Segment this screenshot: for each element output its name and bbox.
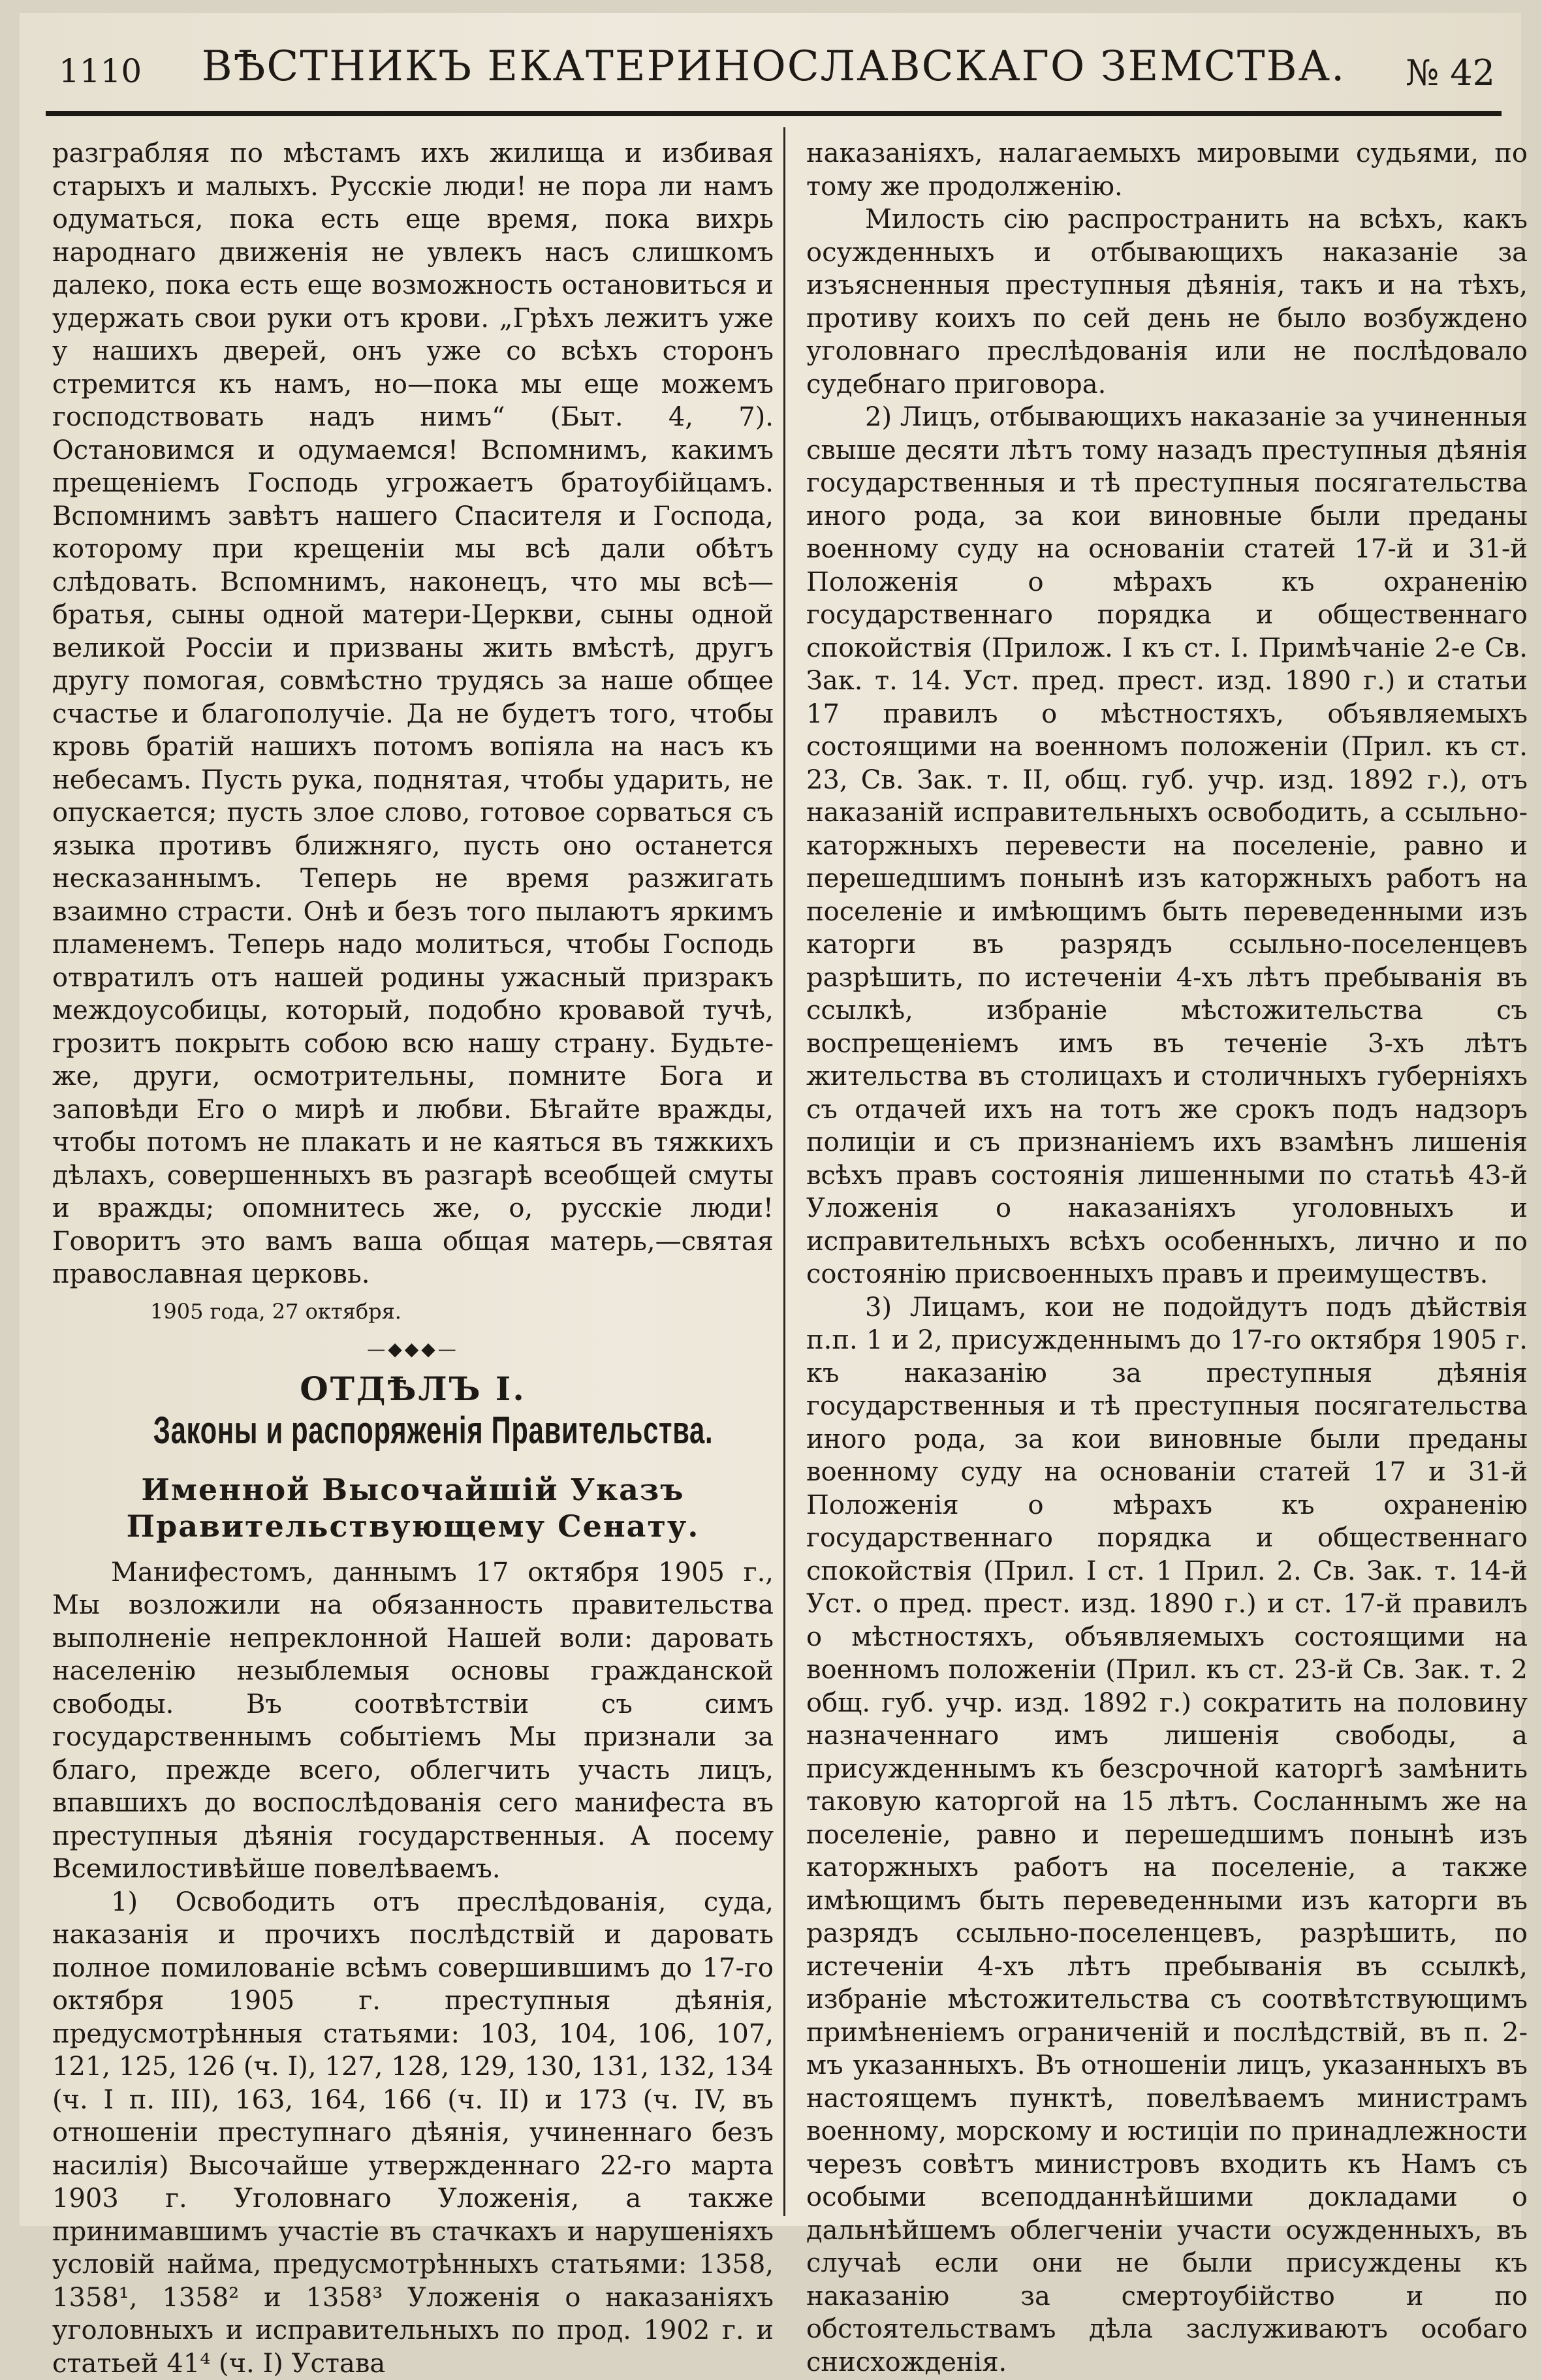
appeal-date: 1905 года, 27 октября.	[150, 1295, 774, 1328]
page-number: 1110	[59, 52, 142, 90]
issue-number: № 42	[1406, 52, 1495, 93]
decree-point-3: 3) Лицамъ, кои не подойдутъ подъ дѣйствія п.п. 1 и 2, присужденнымъ до 17-го октября 1905 г. къ наказанію за преступныя дѣянія государственныя и тѣ преступныя посягательства иного рода, за кои виновные были преданы военному суду на основаніи статей 17 и 31-й Положенія о мѣрахъ къ охраненію государственнаго порядка и общественнаго спокойствія (Прил. I ст. 1 Прил. 2. Св. Зак. т. 14-й Уст. о пред. прест. изд. 1890 г.) и ст. 17-й правилъ о мѣстностяхъ, объявляемыхъ состоящими на военномъ положеніи (Прил. къ ст. 23-й Св. Зак. т. 2 общ. губ. учр. изд. 1892 г.) сократить на половину назначеннаго имъ лишенія свободы, а присужденнымъ къ безсрочной каторгѣ замѣнить таковую каторгой на 15 лѣтъ. Сосланнымъ же на поселеніе, равно и перешедшимъ понынѣ изъ каторжныхъ работъ на поселеніе, а также имѣющимъ быть переведенными изъ каторги въ разрядъ ссыльно-поселенцевъ, разрѣшить, по истеченіи 4-хъ лѣтъ пребыванія въ ссылкѣ, избраніе мѣстожительства съ соотвѣтствующимъ примѣненіемъ ограниченій и послѣдствій, въ п. 2-мъ указанныхъ. Въ отношеніи лицъ, указанныхъ въ настоящемъ пунктѣ, повелѣваемъ министрамъ военному, морскому и юстиціи по принадлежности черезъ совѣтъ министровъ входить къ Намъ съ особыми всеподданнѣйшими докладами о дальнѣйшемъ облегченіи участи осужденныхъ, въ случаѣ если они не были присуждены къ наказанію за смертоубійство и по обстоятельствамъ дѣла заслуживаютъ особаго снисхожденія.	[806, 1291, 1528, 2379]
decree-point-1: 1) Освободить отъ преслѣдованія, суда, наказанія и прочихъ послѣдствій и даровать полное помилованіе всѣмъ совершившимъ до 17-го октября 1905 г. преступныя дѣянія, предусмотрѣнныя статьями: 103, 104, 106, 107, 121, 125, 126 (ч. I), 127, 128, 129, 130, 131, 132, 134 (ч. I п. III), 163, 164, 166 (ч. II) и 173 (ч. IV, въ отношеніи преступнаго дѣянія, учиненнаго безъ насилія) Высочайше утвержденнаго 22-го марта 1903 г. Уголовнаго Уложенія, а также принимавшимъ участіе въ стачкахъ и нарушеніяхъ условій найма, предусмотрѣнныхъ статьями: 1358, 1358¹, 1358² и 1358³ Уложенія о наказаніяхъ уголовныхъ и исправительныхъ по прод. 1902 г. и статьей 41⁴ (ч. I) Устава	[52, 1886, 774, 2380]
section-title: Законы и распоряженія Правительства.	[153, 1415, 673, 1448]
divider-ornament: —◆◆◆—	[52, 1333, 774, 1366]
continuation-paragraph: наказаніяхъ, налагаемыхъ мировыми судьями, по тому же продолженію.	[806, 137, 1528, 203]
page-header	[46, 33, 1502, 104]
section-heading: ОТДѢЛЪ I.	[52, 1373, 774, 1406]
header-rule	[46, 111, 1502, 116]
decree-preamble: Манифестомъ, даннымъ 17 октября 1905 г., Мы возложили на обязанность правительства выполненіе непреклонной Нашей воли: даровать населенію незыблемыя основы гражданской свободы. Въ соотвѣтствіи съ симъ государственнымъ событіемъ Мы признали за благо, прежде всего, облегчить участь лицъ, впавшихъ до воспослѣдованія сего манифеста въ преступныя дѣянія государственныя. А посему Всемилостивѣйше повелѣваемъ.	[52, 1556, 774, 1886]
decree-title: Именной Высочайшій Указъ Правительствующему Сенату.	[72, 1471, 754, 1544]
appeal-paragraph: разграбляя по мѣстамъ ихъ жилища и избивая старыхъ и малыхъ. Русскіе люди! не пора ли намъ одуматься, пока есть еще время, пока вихрь народнаго движенія не увлекъ насъ слишкомъ далеко, пока есть еще возможность остановиться и удержать свои руки отъ крови. „Грѣхъ лежитъ уже у нашихъ дверей, онъ уже со всѣхъ сторонъ стремится къ намъ, но—пока мы еще можемъ господствовать надъ нимъ“ (Быт. 4, 7). Остановимся и одумаемся! Вспомнимъ, какимъ прещеніемъ Господь угрожаетъ братоубійцамъ. Вспомнимъ завѣтъ нашего Спасителя и Господа, которому при крещеніи мы всѣ дали обѣтъ слѣдовать. Вспомнимъ, наконецъ, что мы всѣ—братья, сыны одной матери-Церкви, сыны одной великой Россіи и призваны жить вмѣстѣ, другъ другу помогая, совмѣстно трудясь за наше общее счастье и благополучіе. Да не будетъ того, чтобы кровь братій нашихъ потомъ вопіяла на насъ къ небесамъ. Пусть рука, поднятая, чтобы ударить, не опускается; пусть злое слово, готовое сорваться съ языка противъ ближняго, пусть оно останется несказаннымъ. Теперь не время разжигать взаимно страсти. Онѣ и безъ того пылаютъ яркимъ пламенемъ. Теперь надо молиться, чтобы Господь отвратилъ отъ нашей родины ужасный призракъ междоусобицы, который, подобно кровавой тучѣ, грозитъ покрыть собою всю нашу страну. Будьте-же, други, осмотрительны, помните Бога и заповѣди Его о мирѣ и любви. Бѣгайте вражды, чтобы потомъ не плакать и не каяться въ тяжкихъ дѣлахъ, совершенныхъ въ разгарѣ всеобщей смуты и вражды; опомнитесь же, о, русскіе люди! Говоритъ это вамъ ваша общая матерь,—святая православная церковь.	[52, 137, 774, 1291]
journal-title: ВѢСТНИКЪ ЕКАТЕРИНОСЛАВСКАГО ЗЕМСТВА.	[46, 42, 1502, 91]
mercy-paragraph: Милость сію распространить на всѣхъ, какъ осужденныхъ и отбывающихъ наказаніе за изъясненныя преступныя дѣянія, такъ и на тѣхъ, противу коихъ по сей день не было возбуждено уголовнаго преслѣдованія или не послѣдовало судебнаго приговора.	[806, 203, 1528, 401]
right-column	[806, 137, 1528, 2379]
newspaper-page	[20, 13, 1521, 2226]
column-divider	[783, 127, 785, 2216]
left-column	[52, 137, 774, 2380]
decree-point-2: 2) Лицъ, отбывающихъ наказаніе за учиненныя свыше десяти лѣтъ тому назадъ преступныя дѣянія государственныя и тѣ преступныя посягательства иного рода, за кои виновные были преданы военному суду на основаніи статей 17-й и 31-й Положенія о мѣрахъ къ охраненію государственнаго порядка и общественнаго спокойствія (Прилож. I къ ст. I. Примѣчаніе 2-е Св. Зак. т. 14. Уст. пред. прест. изд. 1890 г.) и статьи 17 правилъ о мѣстностяхъ, объявляемыхъ состоящими на военномъ положеніи (Прил. къ ст. 23, Св. Зак. т. II, общ. губ. учр. изд. 1892 г.), отъ наказаній исправительныхъ освободить, а ссыльно-каторжныхъ перевести на поселеніе, равно и перешедшимъ понынѣ изъ каторжныхъ работъ на поселеніе и имѣющимъ быть переведенными изъ каторги въ разрядъ ссыльно-поселенцевъ разрѣшить, по истеченіи 4-хъ лѣтъ пребыванія въ ссылкѣ, избраніе мѣстожительства съ воспрещеніемъ имъ въ теченіе 3-хъ лѣтъ жительства въ столицахъ и столичныхъ губерніяхъ съ отдачей ихъ на тотъ же срокъ подъ надзоръ полиціи и съ признаніемъ ихъ взамѣнъ лишенія всѣхъ правъ состоянія лишенными по статьѣ 43-й Уложенія о наказаніяхъ уголовныхъ и исправительныхъ всѣхъ особенныхъ, лично и по состоянію присвоенныхъ правъ и преимуществъ.	[806, 401, 1528, 1291]
